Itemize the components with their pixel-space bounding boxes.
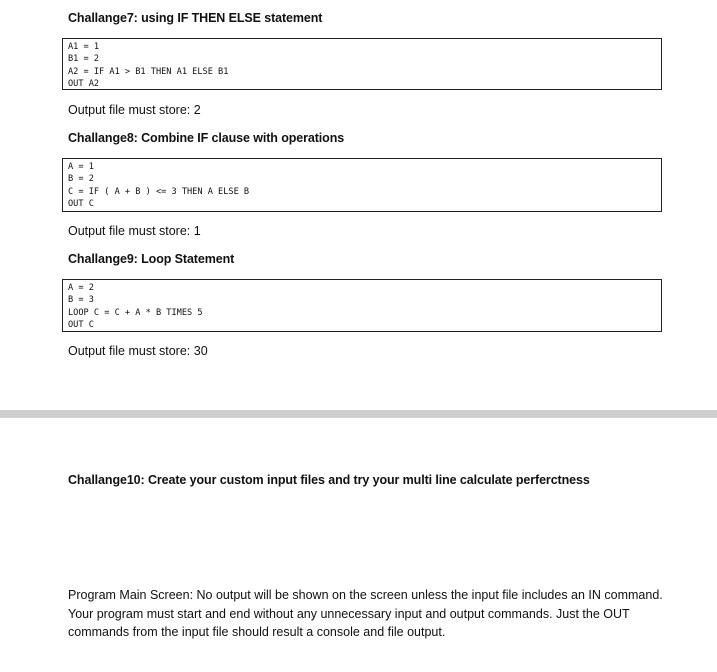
challenge10-heading: Challange10: Create your custom input files and try your multi line calculate perferctness	[68, 473, 590, 487]
code-line: B = 2	[68, 174, 94, 185]
code-line: OUT C	[68, 319, 94, 330]
code-line: C = IF ( A + B ) <= 3 THEN A ELSE B	[68, 186, 250, 197]
challenge7-heading: Challange7: using IF THEN ELSE statement	[68, 11, 323, 25]
challenge7-code-box	[62, 38, 662, 90]
code-line: OUT C	[68, 198, 94, 209]
page-separator	[0, 410, 717, 418]
challenge7-output: Output file must store: 2	[68, 103, 201, 117]
challenge8-output: Output file must store: 1	[68, 224, 201, 238]
code-line: LOOP C = C + A * B TIMES 5	[68, 307, 203, 318]
challenge9-code-box	[62, 279, 662, 332]
code-line: A2 = IF A1 > B1 THEN A1 ELSE B1	[68, 66, 229, 77]
code-line: B = 3	[68, 295, 94, 306]
challenge9-output: Output file must store: 30	[68, 344, 208, 358]
code-line: A = 1	[68, 162, 94, 172]
challenge9-heading: Challange9: Loop Statement	[68, 252, 235, 266]
code-line: A = 2	[68, 283, 94, 293]
challenge8-heading: Challange8: Combine IF clause with operations	[68, 131, 345, 145]
code-line: A1 = 1	[68, 42, 100, 52]
main-screen-paragraph: Program Main Screen: No output will be shown on the screen unless the input file includes an IN command. Your program must start and end without any unnecessary input and output commands. Just the OUT commands from the input file should result a console and file output.	[68, 588, 663, 639]
challenge8-code-box	[62, 158, 662, 212]
code-line: B1 = 2	[68, 54, 100, 65]
code-line: OUT A2	[68, 78, 100, 89]
